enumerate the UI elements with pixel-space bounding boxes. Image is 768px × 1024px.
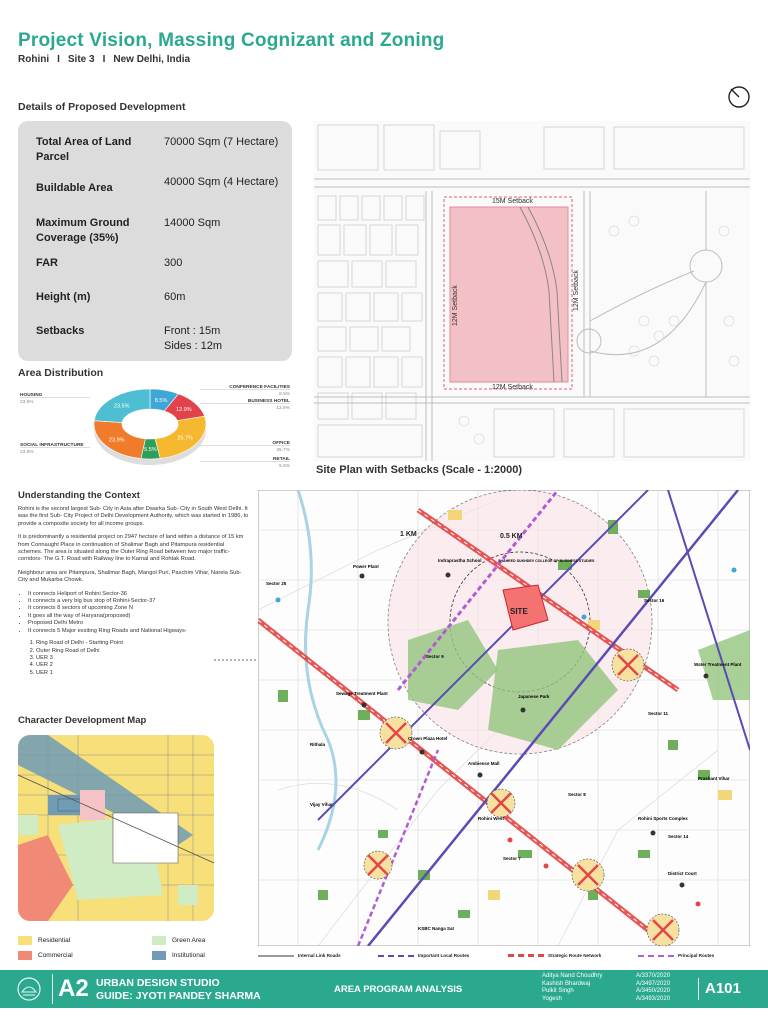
legend-label: Internal Link Roads bbox=[298, 953, 341, 958]
context-heading: Understanding the Context bbox=[18, 490, 140, 501]
legend-swatch bbox=[508, 954, 544, 957]
context-numbered: 5. UER 1 bbox=[36, 670, 250, 677]
north-arrow-icon bbox=[726, 84, 752, 110]
details-panel bbox=[18, 121, 292, 361]
page-title: Project Vision, Massing Cognizant and Zoning bbox=[18, 30, 445, 51]
location-area: Rohini bbox=[18, 54, 50, 65]
ambience-label: Ambience Mall bbox=[468, 761, 500, 766]
legend-swatch bbox=[378, 955, 414, 957]
legend-label: RETAIL bbox=[273, 457, 290, 462]
legend-value: 23.9% bbox=[20, 450, 34, 455]
detail-label: Setbacks bbox=[36, 325, 85, 337]
legend-item bbox=[152, 936, 205, 945]
half-km-label: 0.5 KM bbox=[500, 533, 523, 540]
context-numbered: 1. Ring Road of Delhi - Starting Point bbox=[36, 640, 250, 647]
setback-sides: Sides : 12m bbox=[164, 340, 223, 352]
sheet-number: A101 bbox=[705, 980, 741, 997]
indraprastha-label: Indraprastha School bbox=[438, 558, 482, 563]
rithala-label: Rithala bbox=[310, 742, 326, 747]
legend-label: Institutional bbox=[172, 952, 205, 959]
detail-label: Total Area of Land Parcel bbox=[36, 136, 132, 163]
context-bullet: • Proposed Delhi Metro bbox=[28, 620, 250, 627]
location-site: Site 3 bbox=[67, 54, 95, 65]
sector-25-label: Sector 25 bbox=[266, 581, 287, 586]
legend-swatch bbox=[638, 955, 674, 957]
sector-7-label: Sector 7 bbox=[503, 856, 521, 861]
sewage-label: Sewage Treatment Plant bbox=[336, 691, 388, 696]
legend-item bbox=[18, 936, 70, 945]
member-id: A/3450/2020 bbox=[636, 988, 671, 994]
detail-label: Buildable Area bbox=[36, 182, 113, 194]
legend-swatch bbox=[18, 951, 32, 960]
area-distribution-heading: Area Distribution bbox=[18, 367, 104, 379]
footer-studio: URBAN DESIGN STUDIO bbox=[96, 977, 220, 989]
member-name: Pulkit Singh bbox=[542, 988, 574, 994]
context-numbered: 2. Outer Ring Road of Delhi bbox=[36, 648, 250, 655]
legend-value: 8.5% bbox=[279, 392, 290, 397]
legend-label: Green Area bbox=[172, 937, 206, 944]
member-id: A/3493/2020 bbox=[636, 995, 671, 1002]
context-paragraph: Neighbour area are Pitampura, Shalimar Bagh, Mangol Puri, Paschim Vihar, Narela Sub- City and Mukarba Chowk. bbox=[18, 569, 242, 584]
legend-item bbox=[258, 953, 341, 958]
prashant-vihar-label: Prashant Vihar bbox=[698, 776, 730, 781]
sector-11-label: Sector 11 bbox=[648, 711, 669, 716]
legend-label: BUSINESS HOTEL bbox=[247, 399, 290, 404]
footer-subject: AREA PROGRAM ANALYSIS bbox=[334, 984, 463, 995]
context-bullet: • It connects a very big bus stop of Rohini-Sector-37 bbox=[28, 598, 250, 605]
area-distribution-chart bbox=[20, 380, 295, 470]
footer-members bbox=[542, 973, 602, 1003]
sector-8-label: Sector 8 bbox=[568, 792, 586, 797]
footer bbox=[0, 970, 768, 1024]
legend-label: Commercial bbox=[38, 952, 73, 959]
legend-swatch bbox=[152, 951, 166, 960]
setback-top-label: 15M Setback bbox=[492, 198, 533, 205]
site-plan-caption: Site Plan with Setbacks (Scale - 1:2000) bbox=[316, 464, 523, 476]
separator: I bbox=[57, 54, 60, 65]
context-map-legend bbox=[258, 951, 750, 965]
legend-label: OFFICE bbox=[272, 441, 290, 446]
detail-value bbox=[164, 324, 284, 354]
rohini-west-label: Rohini West bbox=[478, 816, 504, 821]
slice-value-label: 23.5% bbox=[113, 403, 130, 410]
detail-value: 300 bbox=[164, 257, 183, 269]
slice-value-label: 5.5% bbox=[144, 446, 157, 453]
slice-value-label: 8.5% bbox=[154, 397, 168, 404]
legend-swatch bbox=[258, 955, 294, 957]
legend-label: HOUSING bbox=[20, 393, 43, 398]
district-court-label: District Court bbox=[668, 871, 697, 876]
detail-label: Height (m) bbox=[36, 291, 91, 303]
context-bullet: • It connects 5 Major exsiting Ring Roads and National Higways- bbox=[28, 628, 250, 635]
university-logo-icon bbox=[16, 976, 42, 1002]
context-numbered: 4. UER 2 bbox=[36, 662, 250, 669]
legend-item bbox=[508, 953, 601, 958]
slice-value-label: 25.7% bbox=[177, 435, 193, 442]
context-paragraph: It is predominantly a residential project on 2947 hectare of land within a distance of 15 km from Connaught Place in continuation of Shalimar Bagh and Pitampura residential schemes. The area is situated along the Outer Ring Road between two major traffic-corridors- The G.T. Road with Railway line to Karnal and Rohtak Road. bbox=[18, 534, 244, 563]
details-heading: Details of Proposed Development bbox=[18, 101, 186, 113]
slice-value-label: 12.9% bbox=[176, 407, 192, 414]
donut-hole bbox=[122, 409, 178, 439]
one-km-label: 1 KM bbox=[400, 531, 417, 538]
footer-code: A2 bbox=[58, 975, 89, 1002]
footer-member-ids bbox=[636, 973, 670, 1003]
context-bullet: • It connects 8 sectors of upcoming Zone N bbox=[28, 605, 250, 612]
location-line bbox=[18, 54, 190, 65]
legend-swatch bbox=[18, 936, 32, 945]
context-map bbox=[258, 490, 750, 946]
legend-value: 5.5% bbox=[279, 464, 290, 469]
character-map-legend bbox=[18, 936, 268, 966]
japanese-park-label: Japanese Park bbox=[518, 694, 550, 699]
detail-value: 60m bbox=[164, 291, 186, 303]
member-name: Kashish Bhardwaj bbox=[542, 980, 591, 987]
crown-plaza-label: Crown Plaza Hotel bbox=[408, 736, 448, 741]
location-city: New Delhi, India bbox=[113, 54, 191, 65]
ksbc-label: KSBC Nanga Sat bbox=[418, 926, 455, 931]
legend-label: Principal Routes bbox=[678, 953, 715, 958]
context-numbered: 3. UER 3 bbox=[36, 655, 250, 662]
context-bullet: • It connects Heliport of Rohini Sector-36 bbox=[28, 591, 250, 598]
context-bullet: • It goes all the way of Haryana(proposed) bbox=[28, 613, 250, 620]
character-map-heading: Character Development Map bbox=[18, 715, 147, 726]
detail-value: 70000 Sqm (7 Hectare) bbox=[164, 136, 279, 148]
member-name: Aditya Nand Choudhry bbox=[542, 973, 603, 979]
sector-14-label: Sector 14 bbox=[668, 834, 689, 839]
detail-value: 40000 Sqm (4 Hectare) bbox=[164, 176, 279, 188]
legend-item bbox=[152, 951, 205, 960]
character-map bbox=[18, 735, 214, 921]
rohini-sports-label: Rohini Sports Complex bbox=[638, 816, 688, 821]
sector-9-label: Sector 9 bbox=[426, 654, 444, 659]
legend-value: 25.7% bbox=[276, 448, 290, 453]
member-id: A/3497/2020 bbox=[636, 980, 671, 987]
legend-item bbox=[378, 953, 469, 958]
footer-divider bbox=[52, 974, 53, 1004]
legend-item bbox=[638, 953, 714, 958]
legend-item bbox=[18, 951, 73, 960]
legend-value: 12.9% bbox=[276, 406, 290, 411]
shaheed-label: SHAHEED SUKHDEV COLLEGE OF BUSINESS STUDIES bbox=[498, 559, 595, 563]
detail-label: FAR bbox=[36, 257, 58, 269]
legend-label: Residential bbox=[38, 937, 71, 944]
site-plan bbox=[314, 121, 750, 461]
slice-value-label: 23.9% bbox=[108, 437, 125, 444]
setback-left-label: 12M Setback bbox=[452, 285, 459, 326]
legend-swatch bbox=[152, 936, 166, 945]
setback-right-label: 12M Setback bbox=[573, 270, 580, 311]
legend-label: SOCIAL INFRASTRUCTURE bbox=[20, 443, 84, 448]
power-plant-label: Power Plant bbox=[353, 564, 379, 569]
detail-value: 14000 Sqm bbox=[164, 217, 221, 229]
legend-label: Strategic Route Network bbox=[548, 953, 602, 958]
member-id: A/3370/2020 bbox=[636, 973, 671, 979]
footer-divider bbox=[698, 978, 699, 1000]
setback-bottom-label: 12M Setback bbox=[492, 384, 533, 391]
legend-value: 23.5% bbox=[20, 400, 34, 405]
setback-front: Front : 15m bbox=[164, 325, 221, 337]
legend-label: Important Local Routes bbox=[418, 953, 470, 958]
separator: I bbox=[102, 54, 106, 65]
member-name: Yogesh bbox=[542, 995, 562, 1002]
water-treatment-label: Water Treatment Plant bbox=[694, 662, 742, 667]
detail-label: Maximum Ground Coverage (35%) bbox=[36, 217, 130, 244]
vijay-vihar-label: Vijay Vihar bbox=[310, 802, 333, 807]
context-paragraph: Rohini is the second largest Sub- City in Asia after Dwarka Sub- City in South West Delhi. It was the first Sub- City Project of Delhi Development Authority, which was started in 1986, to provide a composite society for all income groups. bbox=[18, 506, 249, 527]
sector-16-label: Sector 16 bbox=[644, 598, 665, 603]
site-label: SITE bbox=[510, 607, 528, 616]
legend-label: CONFERENCE FACILITIES bbox=[229, 385, 290, 390]
footer-guide: GUIDE: JYOTI PANDEY SHARMA bbox=[96, 990, 261, 1002]
